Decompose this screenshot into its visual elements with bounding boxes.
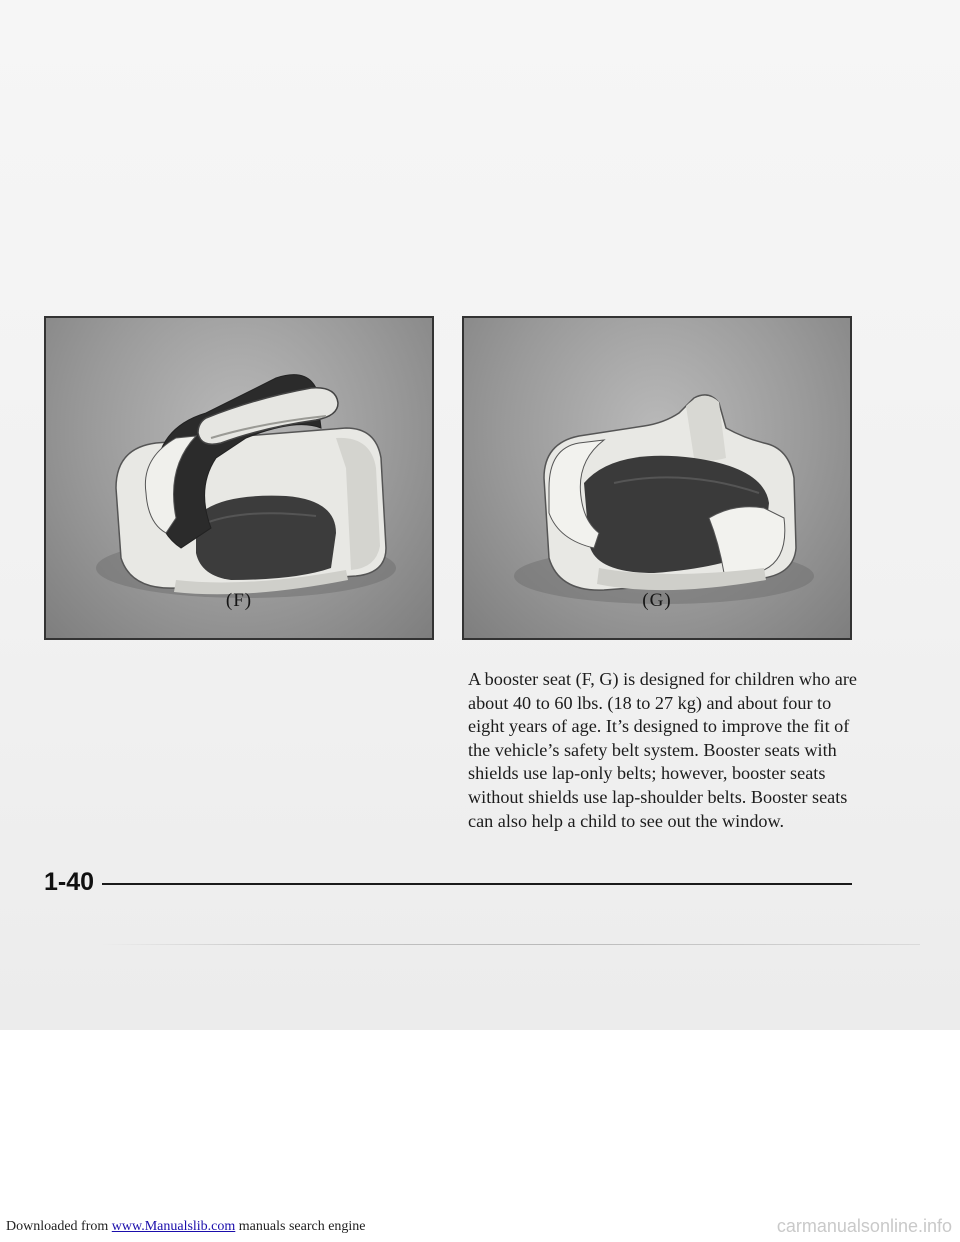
manualslib-link[interactable]: www.Manualslib.com (111, 1219, 236, 1234)
footer-prefix: Downloaded from (6, 1219, 112, 1234)
watermark: carmanualsonline.info (776, 1216, 952, 1236)
page-number: 1-40 (44, 868, 95, 896)
figure-label-f: (F) (225, 590, 253, 611)
figure-label-g: (G) (642, 590, 672, 611)
scan-artifact-line (100, 944, 920, 945)
figure-booster-seat-f (44, 316, 434, 640)
footer-suffix: manuals search engine (235, 1219, 366, 1234)
footer-rule (102, 883, 852, 885)
download-footer (6, 1219, 366, 1235)
figure-booster-seat-g (462, 316, 852, 640)
body-paragraph: A booster seat (F, G) is designed for children who are about 40 to 60 lbs. (18 to 27 kg) and about four to eight years of age. It’s designed to improve the fit of the vehicle’s safety belt system. Booster seats with shields use lap-only belts; however, booster seats without shields use lap-shoulder belts. Booster seats can also help a child to see out the window. (468, 669, 857, 831)
